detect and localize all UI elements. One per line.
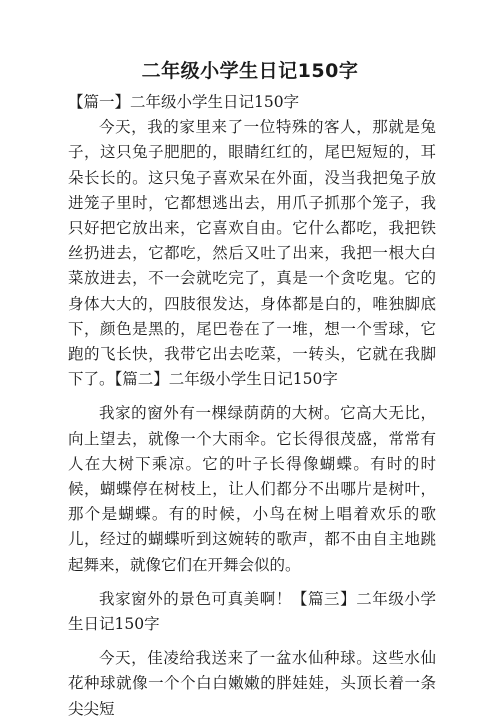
paragraph: 今天，我的家里来了一位特殊的客人，那就是兔子，这只兔子肥肥的，眼睛红红的，尾巴短短的，耳朵长长的。这只兔子喜欢呆在外面，没当我把兔子放进笼子里时，它都想逃出去，用爪子抓那个笼子，我只好把它放出来，它喜欢自由。它什么都吃，我把铁丝扔进去，它都吃，然后又吐了出来，我把一根大白菜放进去，不一会就吃完了，真是一个贪吃鬼。它的身体大大的，四肢很发达，身体都是白的，唯独脚底下，颜色是黑的，尾巴卷在了一堆，想一个雪球，它跑的飞长快，我带它出去吃菜，一转头，它就在我脚下了。【篇二】二年级小学生日记150字 <box>68 118 436 389</box>
page-title: 二年级小学生日记150字 <box>141 60 359 82</box>
paragraph: 我家的窗外有一棵绿荫荫的大树。它高大无比，向上望去，就像一个大雨伞。它长得很茂盛，常常有人在大树下乘凉。它的叶子长得像蝴蝶。有时的时候，蝴蝶停在树枝上，让人们都分不出哪片是树叶，那个是蝴蝶。有的时候，小鸟在树上唱着欢乐的歌儿，经过的蝴蝶听到这婉转的歌声，都不由自主地跳起舞来，就像它们在开舞会似的。 <box>68 404 436 574</box>
paragraph: 今天，佳凌给我送来了一盆水仙种球。这些水仙花种球就像一个个白白嫩嫩的胖娃娃，头顶长着一条尖尖短 <box>68 649 436 718</box>
document-body <box>68 90 436 722</box>
paragraph: 我家窗外的景色可真美啊！【篇三】二年级小学生日记150字 <box>68 589 436 634</box>
section-heading: 【篇一】二年级小学生日记150字 <box>68 93 300 111</box>
